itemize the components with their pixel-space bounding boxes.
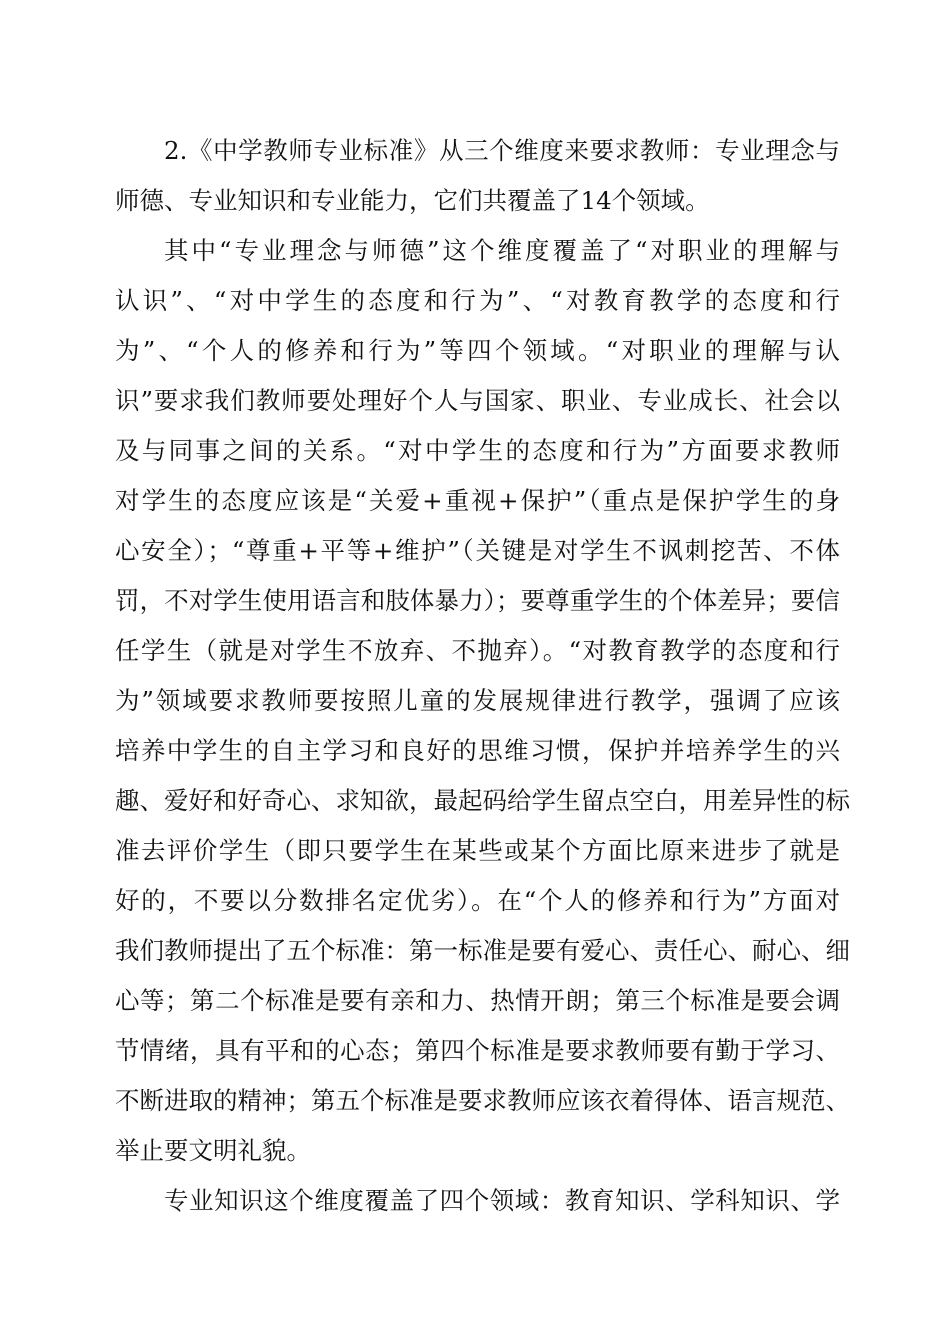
- text-line: 好的，不要以分数排名定优劣）。在“个人的修养和行为”方面对: [115, 886, 840, 915]
- text-line: 心安全）；“尊重+平等+维护”（关键是对学生不讽刺挖苦、不体: [115, 536, 840, 565]
- text-line: 节情绪，具有平和的心态；第四个标准是要求教师要有勤于学习、: [115, 1036, 840, 1065]
- text-line: 培养中学生的自主学习和良好的思维习惯，保护并培养学生的兴: [115, 736, 840, 765]
- text-line: 其中“专业理念与师德”这个维度覆盖了“对职业的理解与: [164, 236, 840, 265]
- text-line: 师德、专业知识和专业能力，它们共覆盖了14个领域。: [115, 186, 710, 215]
- text-line: 举止要文明礼貌。: [115, 1136, 311, 1165]
- text-line: 不断进取的精神；第五个标准是要求教师应该衣着得体、语言规范、: [115, 1086, 850, 1115]
- text-line: 及与同事之间的关系。“对中学生的态度和行为”方面要求教师: [115, 436, 840, 465]
- text-line: 任学生（就是对学生不放弃、不抛弃）。“对教育教学的态度和行: [115, 636, 840, 665]
- text-line: 对学生的态度应该是“关爱+重视+保护”（重点是保护学生的身: [115, 486, 840, 515]
- text-line: 2.《中学教师专业标准》从三个维度来要求教师：专业理念与: [164, 136, 840, 165]
- text-line: 为”、“个人的修养和行为”等四个领域。“对职业的理解与认: [115, 336, 840, 365]
- text-line: 认识”、“对中学生的态度和行为”、“对教育教学的态度和行: [115, 286, 840, 315]
- text-line: 心等；第二个标准是要有亲和力、热情开朗；第三个标准是要会调: [115, 986, 840, 1015]
- text-line: 准去评价学生（即只要学生在某些或某个方面比原来进步了就是: [115, 836, 840, 865]
- text-line: 我们教师提出了五个标准：第一标准是要有爱心、责任心、耐心、细: [115, 936, 850, 965]
- text-line: 识”要求我们教师要处理好个人与国家、职业、专业成长、社会以: [115, 386, 840, 415]
- paragraph-1: [115, 126, 840, 226]
- paragraph-3: [115, 1176, 840, 1226]
- text-line: 专业知识这个维度覆盖了四个领域：教育知识、学科知识、学: [164, 1186, 840, 1215]
- paragraph-2: [115, 226, 850, 1176]
- text-line: 罚，不对学生使用语言和肢体暴力）；要尊重学生的个体差异；要信: [115, 586, 840, 615]
- document-body: [115, 126, 850, 1226]
- text-line: 为”领域要求教师要按照儿童的发展规律进行教学，强调了应该: [115, 686, 840, 715]
- text-line: 趣、爱好和好奇心、求知欲，最起码给学生留点空白，用差异性的标: [115, 786, 850, 815]
